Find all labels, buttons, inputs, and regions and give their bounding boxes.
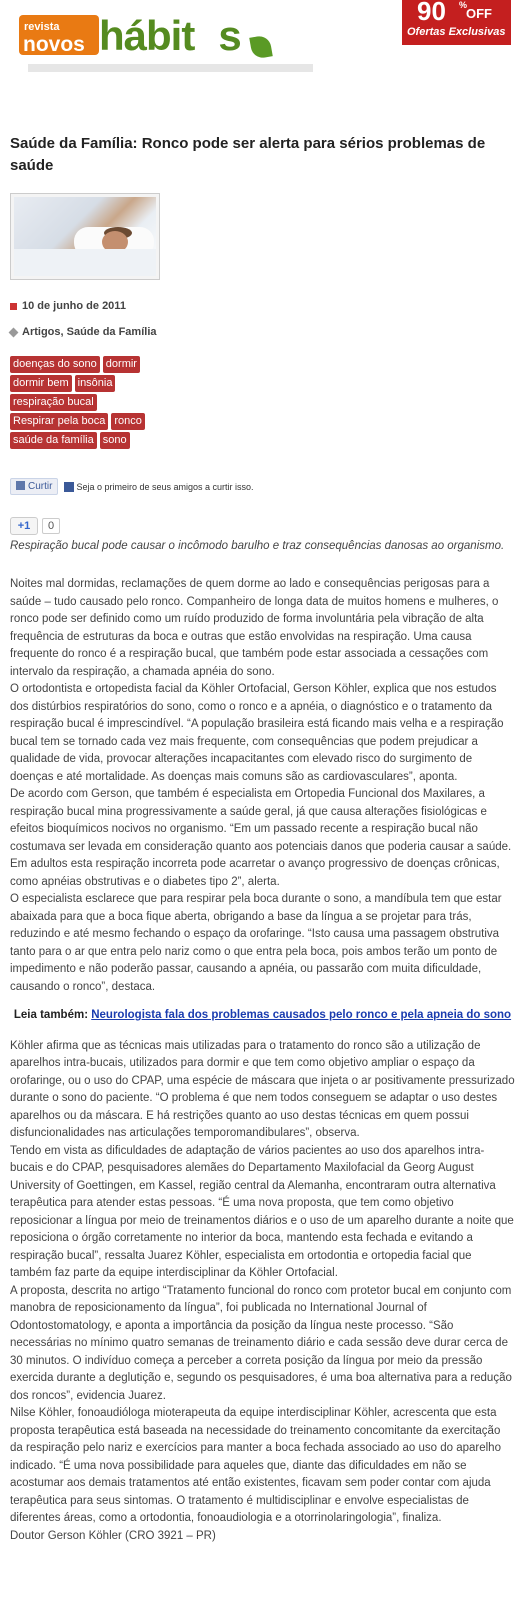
logo-novos-text: novos (23, 33, 85, 56)
author-signature: Doutor Gerson Köhler (CRO 3921 – PR) (10, 1529, 216, 1542)
tag-icon (9, 327, 19, 337)
facebook-like (10, 478, 254, 496)
post-date-text: 10 de junho de 2011 (22, 300, 126, 312)
tag-row (10, 411, 210, 430)
promo-percent: % (459, 0, 468, 10)
body-paragraph: Noites mal dormidas, reclamações de quem dorme ao lado e consequências perigosas para a saúde – tudo causado pelo ronco. Companheiro de longa data de muitos homens e mulheres, o ronco pode ser definido como um ruído produzido de forma involuntária pela vibração de alta frequência de estruturas da boca e outras que estão envolvidas na respiração. Uma causa frequente do ronco é a respiração bucal, que também pode estar associada a cessações com intervalo da respiração, a chamada apnéia do sono. (10, 578, 499, 678)
logo-habitos-text (99, 12, 241, 60)
google-plus-one (10, 517, 60, 535)
plus-one-button[interactable]: +1 (10, 517, 38, 535)
facebook-icon (64, 482, 74, 492)
tag-link[interactable]: doenças do sono (10, 356, 100, 373)
tag-cloud (10, 354, 210, 449)
promo-banner[interactable] (402, 0, 511, 45)
tag-link[interactable]: dormir bem (10, 375, 72, 392)
logo-habitos-main: hábit (99, 12, 195, 59)
article-title: Saúde da Família: Ronco pode ser alerta para sérios problemas de saúde (10, 135, 486, 174)
tag-link[interactable]: sono (100, 432, 130, 449)
logo-tagline (28, 64, 313, 72)
calendar-icon (10, 303, 17, 310)
post-categories: Artigos, Saúde da Família (10, 326, 157, 338)
promo-subtitle: Ofertas Exclusivas (407, 26, 506, 38)
body-paragraph: Tendo em vista as dificuldades de adaptação de vários pacientes ao uso dos aparelhos intra-bucais e do CPAP, pesquisadores alemães do Departamento Maxilofacial da Georg August University of Goettingen, em Kassel, região central da Alemanha, encontraram outra alternativa terapêutica para atender estas pessoas. “É uma nova proposta, que tem como objetivo reposicionar a língua por meio de treinamentos diários e o uso de um aparelho durante a noite que reposiciona o órgão corretamente no interior da boca, mantendo esta fechada e evitando a respiração bucal”, ressalta Juarez Köhler, especialista em ortodontia e ortopedia facial que também faz parte da equipe interdisciplinar da Köhler Ortofacial. (10, 1144, 514, 1279)
tag-row (10, 430, 210, 449)
facebook-like-button[interactable] (10, 478, 58, 495)
leaf-icon (249, 34, 273, 59)
plus-one-count: 0 (42, 518, 60, 534)
tag-link[interactable]: respiração bucal (10, 394, 97, 411)
related-article (10, 1007, 515, 1025)
related-article-link[interactable]: Neurologista fala dos problemas causados pelo ronco e pela apneia do sono (91, 1009, 512, 1021)
tag-row (10, 354, 210, 373)
post-date (10, 300, 126, 312)
thumbs-up-icon (16, 481, 25, 490)
tag-row (10, 392, 210, 411)
facebook-like-text: Seja o primeiro de seus amigos a curtir isso. (76, 481, 254, 492)
category-link[interactable]: Saúde da Família (66, 326, 157, 338)
photo-blanket (14, 249, 156, 276)
tag-link[interactable]: ronco (111, 413, 145, 430)
tag-link[interactable]: dormir (103, 356, 140, 373)
promo-number: 90 (417, 0, 446, 26)
related-label: Leia também: (13, 1009, 89, 1021)
tag-link[interactable]: Respirar pela boca (10, 413, 108, 430)
promo-off: OFF (466, 6, 492, 21)
tag-row (10, 373, 210, 392)
photo-scene (14, 197, 156, 276)
logo-badge (19, 15, 99, 55)
photo-caption: Respiração bucal pode causar o incômodo barulho e traz consequências danosas ao organismo. (10, 540, 505, 552)
body-paragraph: O ortodontista e ortopedista facial da Köhler Ortofacial, Gerson Köhler, explica que nos estudos dos distúrbios respiratórios do sono, como o ronco e a apnéia, o diagnóstico e o tratamento da respiração bucal é imprescindível. “A população brasileira está ficando mais velha e a respiração bucal tem se tornado cada vez mais frequente, com consequências que podem prejudicar a qualidade de vida, provocar alterações incapacitantes com elevado risco do surgimento de doenças e até mortalidade. As doenças mais comuns são as cardiovasculares”, aponta. (10, 683, 504, 783)
site-logo[interactable] (19, 12, 319, 62)
article-photo (10, 193, 160, 280)
category-link[interactable]: Artigos (22, 326, 61, 338)
body-paragraph: O especialista esclarece que para respirar pela boca durante o sono, a mandíbula tem que estar abaixada para que a boca fique aberta, obrigando a base da língua a se projetar para trás, reduzindo e até mesmo fechando o espaço da orofaringe. “Isto causa uma passagem obstrutiva tanto para o ar que entra pelo nariz como o que entra pela boca, pois ambos terão um ponto de impedimento e não poderão passar, causando a apnéia, ou passarão com muita dificuldade, causando o ronco”, destaca. (10, 893, 502, 993)
logo-revista-text: revista (24, 21, 60, 33)
body-paragraph: Köhler afirma que as técnicas mais utilizadas para o tratamento do ronco são a utilização de aparelhos intra-bucais, utilizados para dormir e que tem como objetivo ampliar o espaço da orofaringe, ou o uso do CPAP, uma espécie de máscara que injeta o ar positivamente pressurizado durante o sono do paciente. “O problema é que nem todos conseguem se adaptar o uso destes aparelhos ou da máscara. E há restrições quanto ao uso destas técnicas em quem possui disfuncionalidades nas articulações temporomandibulares”, observa. (10, 1039, 515, 1139)
facebook-like-label: Curtir (28, 481, 53, 493)
logo-habitos-end: s (218, 12, 241, 59)
body-paragraph: De acordo com Gerson, que também é especialista em Ortopedia Funcional dos Maxilares, a respiração bucal mina progressivamente a saúde geral, já que causa alterações fisiológicas e efeitos bioquímicos nocivos no organismo. “Em um passado recente a respiração bucal não costumava ser levada em consideração quanto aos potenciais danos que poderia causar a saúde. Em adultos esta respiração incorreta pode acarretar o avanço progressivo de doenças crônicas, como apnéias obstrutivas e o diabetes tipo 2”, alerta. (10, 788, 512, 888)
tag-link[interactable]: insônia (75, 375, 116, 392)
body-paragraph: Nilse Köhler, fonoaudióloga mioterapeuta da equipe interdisciplinar Köhler, acrescenta que esta proposta terapêutica está baseada na necessidade do treinamento concomitante da exercitação da respiração pelo nariz e exercícios para manter a boca fechada associado ao uso do aparelho indicado. “É uma nova possibilidade para aqueles que, diante das dificuldades em não se acostumar aos demais tratamentos até então existentes, ficavam sem poder contar com ajuda terapêutica para seus sintomas. O tratamento é multidisciplinar e envolve especialistas de diferentes áreas, como a ortodontia, fonoaudiologia e a otorrinolaringologia”, finaliza. (10, 1407, 501, 1524)
tag-link[interactable]: saúde da família (10, 432, 97, 449)
article-body (10, 576, 515, 1545)
body-paragraph: A proposta, descrita no artigo “Tratamento funcional do ronco com protetor bucal em conjunto com manobra de reposicionamento da língua”, foi publicada no International Journal of Odontostomatology, e aponta a importância da posição da língua neste processo. “São necessárias no mínimo quatro semanas de treinamento diário e cada sessão deve durar cerca de 30 minutos. O indivíduo começa a perceber a correta posição da língua por meio da pressão exercida durante a deglutição e, segundo os pesquisadores, é uma boa alternativa para a redução dos roncos”, evidencia Juarez. (10, 1284, 512, 1402)
